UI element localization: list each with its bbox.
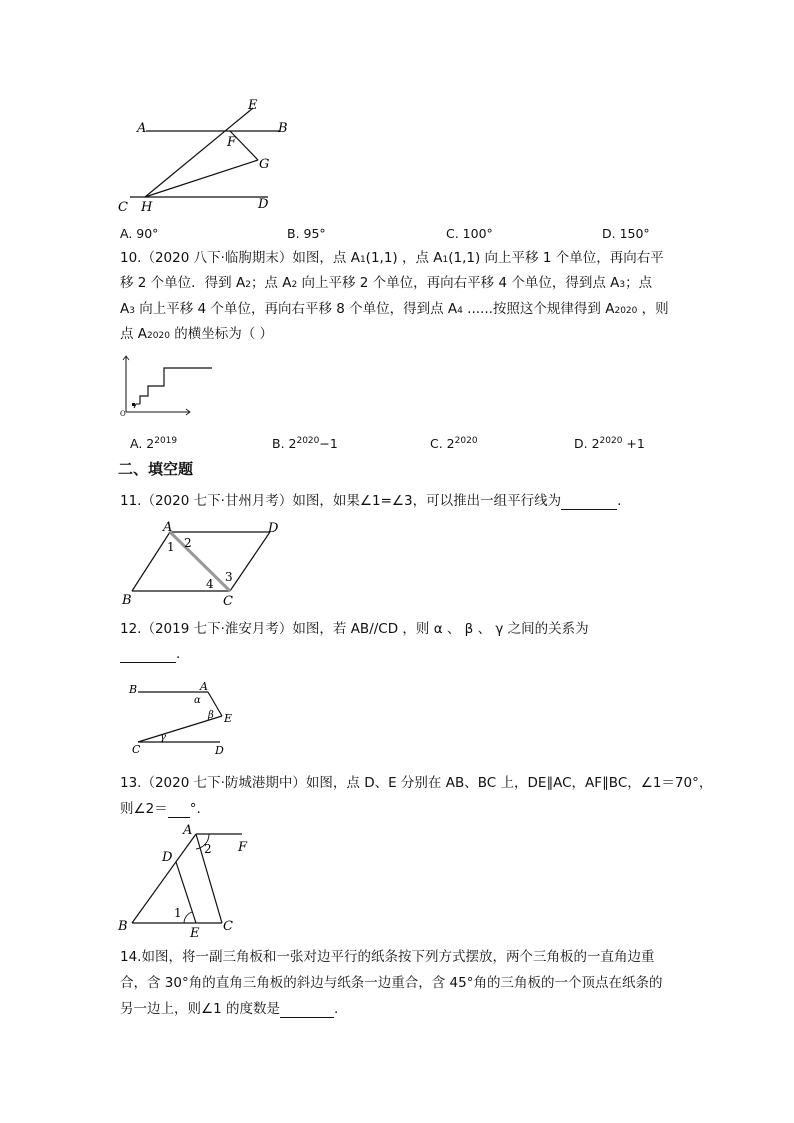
q9-label-a: A xyxy=(137,121,147,136)
q9-label-h: H xyxy=(141,200,153,215)
q13-text: 13.（2020 七下·防城港期中）如图，点 D、E 分别在 AB、BC 上，DE∥AC，AF∥BC，∠1＝70°， xyxy=(120,775,713,791)
q10-option-b: B. $2^{2020}-1$ xyxy=(272,436,338,452)
q10-line2: 移 2 个单位．得到 A2；点 A2 向上平移 2 个单位，再向右平移 4 个单位，得到点 A3；点 xyxy=(120,275,653,291)
q9-label-f: F xyxy=(227,135,237,150)
q13-label-c: C xyxy=(223,919,233,934)
q10-option-c: C. $2^{2020}$ xyxy=(430,436,478,452)
q13-label-a: A xyxy=(183,823,193,838)
q12-answer-line: . xyxy=(120,645,180,663)
q11-figure xyxy=(116,518,286,610)
q12-text: 12.（2019 七下·淮安月考）如图，若 AB//CD ，则 α 、 β 、 γ 之间的关系为 xyxy=(120,621,589,637)
q11-answer-blank[interactable] xyxy=(561,495,617,510)
q13-text2: 则∠2＝ °. xyxy=(120,801,201,817)
q9-label-e: E xyxy=(248,98,258,113)
q14-line2: 合，含 30°角的直角三角板的斜边与纸条一边重合，含 45°角的三角板的一个顶点在纸条的 xyxy=(120,975,663,991)
q9-label-c: C xyxy=(118,200,128,215)
q12-label-gamma: γ xyxy=(160,732,166,743)
q10-option-d: D. $2^{2020} +1$ xyxy=(574,436,645,452)
q10-line1: 10.（2020 八下·临朐期末）如图，点 A1(1,1) ，点 A1(1,1) 向上平移 1 个单位，再向右平 xyxy=(120,250,664,266)
q9-option-a: A. 90° xyxy=(120,226,159,241)
section-heading-fill-in: 二、填空题 xyxy=(118,460,194,478)
q9-label-b: B xyxy=(278,121,288,136)
q12-label-d: D xyxy=(215,744,224,757)
q12-answer-blank[interactable] xyxy=(120,648,176,663)
q13-label-1: 1 xyxy=(174,906,182,920)
q11-label-1: 1 xyxy=(167,540,175,554)
q12-label-alpha: α xyxy=(194,695,201,706)
q13-label-d: D xyxy=(162,850,173,865)
q10-option-a: A. $2^{2019}$ xyxy=(130,436,178,452)
q12-label-a: A xyxy=(200,680,208,693)
q14-line3: 另一边上，则∠1 的度数是 . xyxy=(120,1001,339,1017)
svg-text:O: O xyxy=(120,410,126,418)
q14-answer-blank[interactable] xyxy=(280,1003,334,1018)
q9-label-g: G xyxy=(259,157,270,172)
q9-figure xyxy=(112,96,302,216)
q12-figure xyxy=(120,676,240,760)
q12-label-b: B xyxy=(129,683,138,696)
q11-label-b: B xyxy=(122,593,132,608)
q11-label-2: 2 xyxy=(184,536,192,550)
q12-label-e: E xyxy=(224,712,233,725)
q13-label-b: B xyxy=(118,919,128,934)
q9-label-d: D xyxy=(258,197,269,212)
q11-label-a: A xyxy=(163,520,173,535)
q9-option-d: D. 150° xyxy=(602,226,650,241)
q9-option-b: B. 95° xyxy=(287,226,326,241)
q12-label-beta: β xyxy=(208,710,214,721)
q9-option-c: C. 100° xyxy=(446,226,493,241)
q10-line3: A3 向上平移 4 个单位，再向右平移 8 个单位，得到点 A4 ......按照这个规律得到 A2020 ，则 xyxy=(120,301,669,317)
q13-label-f: F xyxy=(238,840,248,855)
q13-answer-blank[interactable] xyxy=(168,803,190,818)
q12-label-c: C xyxy=(132,743,141,756)
q11-label-c: C xyxy=(223,594,233,609)
q13-figure xyxy=(114,820,264,938)
q11-text: 11.（2020 七下·甘州月考）如图，如果∠1=∠3，可以推出一组平行线为 . xyxy=(120,493,622,509)
q11-label-3: 3 xyxy=(225,570,233,584)
q11-label-4: 4 xyxy=(206,577,214,591)
q10-figure xyxy=(112,350,222,422)
q14-line1: 14.如图，将一副三角板和一张对边平行的纸条按下列方式摆放，两个三角板的一直角边重 xyxy=(120,949,655,965)
q10-line4: 点 A2020 的横坐标为（ ） xyxy=(120,326,274,342)
q11-label-d: D xyxy=(268,521,279,536)
q13-label-e: E xyxy=(190,926,200,938)
q13-label-2: 2 xyxy=(204,842,212,856)
